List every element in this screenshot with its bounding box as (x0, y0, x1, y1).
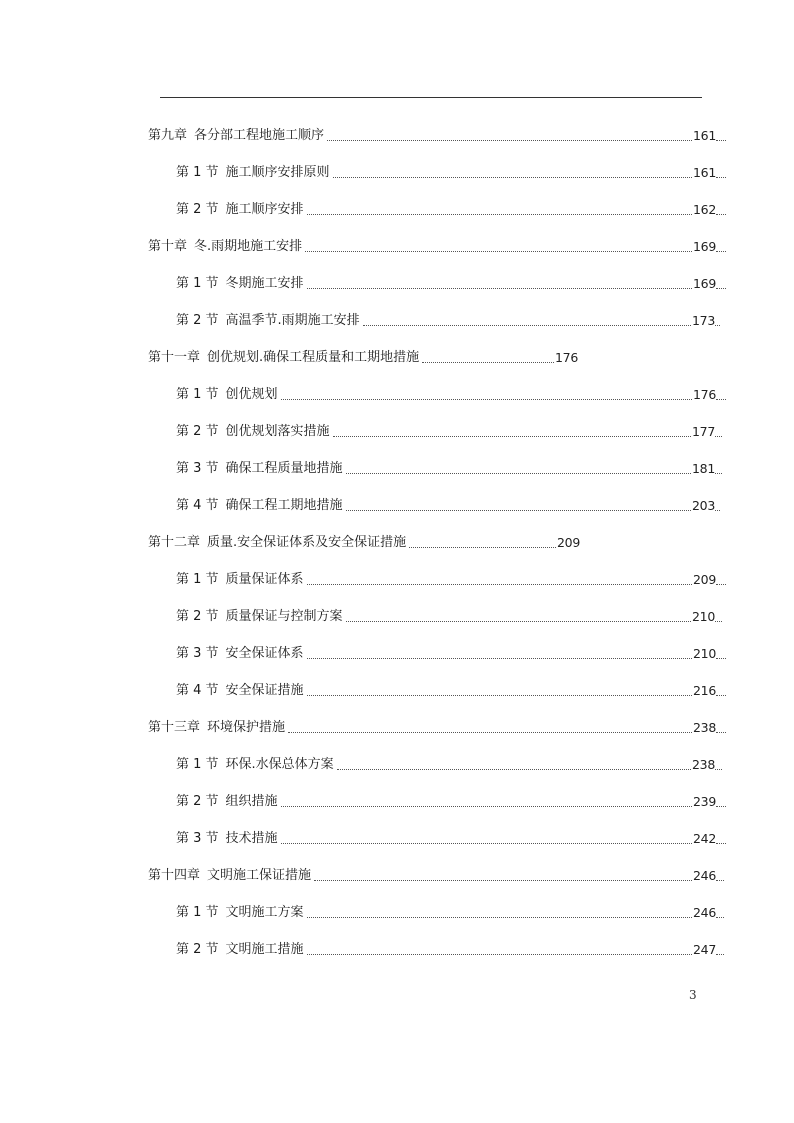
toc-entry-section[interactable] (176, 792, 726, 812)
toc-entry-page: 181 (692, 461, 715, 476)
toc-entry-title: 高温季节.雨期施工安排 (225, 313, 360, 328)
toc-entry-page: 169 (693, 239, 716, 254)
toc-entry-page: 173 (692, 313, 715, 328)
dot-leader (279, 829, 692, 849)
toc-entry-number: 第 1 节 (176, 165, 219, 180)
dot-leader (344, 607, 691, 627)
toc-entry-title: 安全保证体系 (225, 646, 304, 661)
toc-entry-title: 确保工程工期地措施 (225, 498, 343, 513)
toc-entry-title: 创优规划 (225, 387, 278, 402)
dot-leader (305, 681, 692, 701)
toc-entry-title: 环境保护措施 (207, 720, 286, 735)
dot-leader (305, 644, 692, 664)
toc-entry-number: 第 1 节 (176, 757, 219, 772)
toc-entry-section[interactable] (176, 311, 720, 331)
toc-entry-section[interactable] (176, 496, 720, 516)
toc-entry-number: 第 2 节 (176, 313, 219, 328)
toc-entry-number: 第 2 节 (176, 424, 219, 439)
toc-entry-number: 第 3 节 (176, 646, 219, 661)
toc-entry-title: 技术措施 (225, 831, 278, 846)
toc-entry-page: 203 (692, 498, 715, 513)
toc-entry-number: 第 4 节 (176, 683, 219, 698)
toc-entry-number: 第十四章 (148, 868, 201, 883)
toc-entry-page: 239 (693, 794, 716, 809)
toc-entry-page: 246 (693, 905, 716, 920)
toc-entry-page: 169 (693, 276, 716, 291)
toc-entry-title: 文明施工方案 (225, 905, 304, 920)
toc-entry-section[interactable] (176, 755, 722, 775)
toc-entry-title: 施工顺序安排原则 (225, 165, 330, 180)
toc-entry-number: 第十章 (148, 239, 188, 254)
toc-entry-page: 238 (693, 720, 716, 735)
toc-entry-title: 创优规划落实措施 (225, 424, 330, 439)
toc-entry-page: 246 (693, 868, 716, 883)
toc-entry-title: 文明施工保证措施 (207, 868, 312, 883)
toc-entry-chapter-12[interactable] (148, 533, 580, 553)
toc-entry-page: 161 (693, 165, 716, 180)
toc-entry-number: 第十一章 (148, 350, 201, 365)
toc-entry-title: 确保工程质量地措施 (225, 461, 343, 476)
toc-entry-number: 第 2 节 (176, 942, 219, 957)
toc-entry-page: 210 (693, 646, 716, 661)
dot-leader (344, 496, 691, 516)
toc-entry-title: 创优规划.确保工程质量和工期地措施 (207, 350, 420, 365)
toc-entry-page: 209 (693, 572, 716, 587)
toc-entry-section[interactable] (176, 607, 722, 627)
dot-leader (286, 718, 692, 738)
toc-entry-section[interactable] (176, 940, 724, 960)
dot-leader (361, 311, 691, 331)
toc-entry-page: 210 (692, 609, 715, 624)
toc-entry-number: 第十三章 (148, 720, 201, 735)
toc-entry-chapter-13[interactable] (148, 718, 726, 738)
toc-entry-page: 161 (693, 128, 716, 143)
dot-leader (303, 237, 692, 257)
page-number: 3 (689, 988, 697, 1002)
toc-entry-page: 177 (692, 424, 715, 439)
toc-entry-section[interactable] (176, 200, 726, 220)
toc-entry-section[interactable] (176, 681, 726, 701)
toc-entry-number: 第 2 节 (176, 609, 219, 624)
toc-entry-title: 环保.水保总体方案 (225, 757, 334, 772)
toc-entry-number: 第 3 节 (176, 831, 219, 846)
dot-leader (344, 459, 691, 479)
toc-entry-number: 第 1 节 (176, 905, 219, 920)
dot-leader (305, 200, 692, 220)
toc-entry-number: 第 1 节 (176, 572, 219, 587)
toc-entry-number: 第 3 节 (176, 461, 219, 476)
toc-entry-page: 242 (693, 831, 716, 846)
dot-leader (420, 348, 554, 368)
toc-entry-page: 176 (555, 350, 578, 365)
dot-leader (312, 866, 692, 886)
toc-entry-section[interactable] (176, 274, 726, 294)
toc-entry-title: 组织措施 (225, 794, 278, 809)
toc-entry-section[interactable] (176, 385, 726, 405)
toc-entry-number: 第九章 (148, 128, 188, 143)
dot-leader (407, 533, 556, 553)
toc-entry-page: 162 (693, 202, 716, 217)
toc-entry-number: 第 2 节 (176, 794, 219, 809)
toc-entry-section[interactable] (176, 829, 726, 849)
toc-entry-number: 第 2 节 (176, 202, 219, 217)
toc-entry-number: 第 1 节 (176, 387, 219, 402)
dot-leader (279, 792, 692, 812)
dot-leader (305, 940, 692, 960)
toc-entry-number: 第 1 节 (176, 276, 219, 291)
toc-entry-title: 质量保证与控制方案 (225, 609, 343, 624)
toc-entry-page: 176 (693, 387, 716, 402)
toc-entry-title: 文明施工措施 (225, 942, 304, 957)
dot-leader (325, 126, 692, 146)
toc-entry-section[interactable] (176, 422, 722, 442)
toc-entry-title: 冬.雨期地施工安排 (194, 239, 303, 254)
toc-entry-title: 安全保证措施 (225, 683, 304, 698)
toc-entry-number: 第十二章 (148, 535, 201, 550)
toc-entry-title: 施工顺序安排 (225, 202, 304, 217)
header-rule (160, 97, 702, 98)
toc-entry-section[interactable] (176, 459, 722, 479)
toc-entry-section[interactable] (176, 644, 726, 664)
toc-entry-title: 质量保证体系 (225, 572, 304, 587)
dot-leader (331, 422, 691, 442)
toc-entry-chapter-10[interactable] (148, 237, 726, 257)
dot-leader (305, 903, 692, 923)
toc-entry-title: 质量.安全保证体系及安全保证措施 (207, 535, 407, 550)
dot-leader (335, 755, 691, 775)
toc-entry-chapter-11[interactable] (148, 348, 578, 368)
toc-entry-page: 209 (557, 535, 580, 550)
toc-entry-title: 冬期施工安排 (225, 276, 304, 291)
toc-entry-number: 第 4 节 (176, 498, 219, 513)
dot-leader (279, 385, 692, 405)
toc-entry-section[interactable] (176, 570, 726, 590)
toc-entry-page: 247 (693, 942, 716, 957)
toc-entry-chapter-9[interactable] (148, 126, 726, 146)
toc-entry-section[interactable] (176, 903, 724, 923)
dot-leader (331, 163, 692, 183)
toc-entry-section[interactable] (176, 163, 726, 183)
dot-leader (305, 274, 692, 294)
toc-entry-page: 216 (693, 683, 716, 698)
toc-entry-page: 238 (692, 757, 715, 772)
toc-entry-chapter-14[interactable] (148, 866, 724, 886)
dot-leader (305, 570, 692, 590)
toc-entry-title: 各分部工程地施工顺序 (194, 128, 325, 143)
